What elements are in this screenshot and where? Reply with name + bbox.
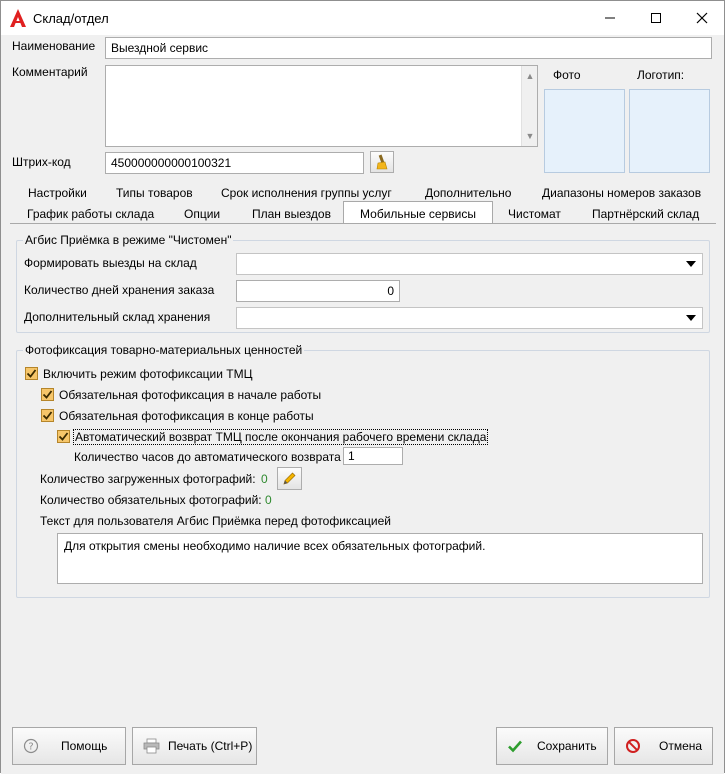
tab-service-deadline[interactable]: Срок исполнения группы услуг (221, 186, 392, 200)
enable-photo-mode-checkbox[interactable] (25, 367, 38, 380)
tab-partner-warehouse[interactable]: Партнёрский склад (592, 207, 700, 221)
comment-label: Комментарий (12, 65, 88, 79)
photo-group-title: Фотофиксация товарно-материальных ценностей (25, 343, 303, 357)
required-start-checkbox[interactable] (41, 388, 54, 401)
photo-label: Фото (553, 68, 581, 82)
print-button[interactable] (132, 727, 257, 765)
loaded-photos-count: 0 (261, 472, 268, 486)
logo-label: Логотип: (637, 68, 685, 82)
loaded-photos-label: Количество загруженных фотографий: (40, 472, 256, 486)
print-button-label: Печать (Ctrl+P) (168, 739, 253, 753)
tab-mobile-services[interactable]: Мобильные сервисы (343, 201, 493, 225)
pencil-icon (282, 471, 297, 486)
dropdown-arrow-icon (686, 315, 696, 321)
hours-label: Количество часов до автоматического возврата (74, 450, 341, 464)
auto-return-checkbox[interactable] (57, 430, 70, 443)
hours-input[interactable]: 1 (343, 447, 403, 465)
dropdown-arrow-icon (686, 261, 696, 267)
agbis-group-title: Агбис Приёмка в режиме "Чистомен" (25, 233, 232, 247)
tab-schedule[interactable]: График работы склада (27, 207, 155, 221)
tab-settings[interactable]: Настройки (28, 186, 87, 200)
extra-storage-label: Дополнительный склад хранения (24, 310, 211, 324)
maximize-icon (650, 12, 662, 24)
barcode-label: Штрих-код (12, 155, 71, 169)
minimize-icon (604, 12, 616, 24)
tab-chistomat[interactable]: Чистомат (508, 207, 561, 221)
checkmark-icon (58, 431, 69, 442)
tab-trip-plan[interactable]: План выездов (252, 207, 331, 221)
required-end-checkbox[interactable] (41, 409, 54, 422)
tab-order-number-ranges[interactable]: Диапазоны номеров заказов (542, 186, 702, 200)
close-button[interactable] (679, 1, 725, 35)
close-icon (696, 12, 708, 24)
help-button[interactable] (12, 727, 126, 765)
help-button-label: Помощь (61, 739, 108, 753)
cancel-button[interactable] (614, 727, 713, 765)
generate-barcode-button[interactable] (370, 151, 394, 173)
required-photos-label: Количество обязательных фотографий: (40, 493, 262, 507)
comment-scrollbar[interactable] (521, 66, 537, 146)
photo-box[interactable] (544, 89, 625, 173)
photo-fixation-group (16, 343, 710, 598)
barcode-input[interactable]: 450000000000100321 (105, 152, 364, 174)
checkmark-icon (507, 738, 523, 754)
name-input[interactable]: Выездной сервис (105, 37, 712, 59)
scroll-down-icon[interactable]: ▼ (525, 131, 535, 141)
tab-panel-mobile-services (10, 223, 716, 603)
printer-icon (143, 738, 160, 754)
dialog-content (1, 35, 724, 774)
edit-photos-button[interactable] (277, 467, 302, 490)
checkmark-icon (42, 389, 53, 400)
minimize-button[interactable] (587, 1, 633, 35)
scroll-up-icon[interactable]: ▲ (525, 71, 535, 81)
form-trips-select[interactable] (236, 253, 703, 275)
tab-options[interactable]: Опции (184, 207, 221, 221)
form-trips-label: Формировать выезды на склад (24, 256, 197, 270)
checkmark-icon (26, 368, 37, 379)
title-bar (1, 1, 724, 35)
maximize-button[interactable] (633, 1, 679, 35)
required-start-label: Обязательная фотофиксация в начале работы (59, 388, 322, 402)
save-button[interactable] (496, 727, 608, 765)
auto-return-label: Автоматический возврат ТМЦ после окончания рабочего времени склада (75, 430, 487, 444)
cancel-button-label: Отмена (659, 739, 703, 753)
cancel-icon (625, 738, 641, 754)
svg-text:?: ? (28, 741, 34, 753)
comment-textarea[interactable] (105, 65, 538, 147)
tab-goods-types[interactable]: Типы товаров (116, 186, 193, 200)
name-label: Наименование (12, 39, 96, 53)
extra-storage-select[interactable] (236, 307, 703, 329)
broom-icon (374, 154, 390, 170)
storage-days-label: Количество дней хранения заказа (24, 283, 215, 297)
help-icon (23, 738, 39, 754)
tab-additional[interactable]: Дополнительно (425, 186, 512, 200)
required-photos-count: 0 (265, 493, 272, 507)
agbis-chistomen-group (16, 233, 710, 333)
user-text-textarea[interactable]: Для открытия смены необходимо наличие всех обязательных фотографий. (57, 533, 703, 584)
save-button-label: Сохранить (537, 739, 597, 753)
app-logo-icon (9, 8, 27, 28)
checkmark-icon (42, 410, 53, 421)
window-title: Склад/отдел (33, 11, 109, 26)
required-end-label: Обязательная фотофиксация в конце работы (59, 409, 314, 423)
logo-box[interactable] (629, 89, 710, 173)
enable-photo-mode-label: Включить режим фотофиксации ТМЦ (43, 367, 253, 381)
storage-days-input[interactable]: 0 (236, 280, 400, 302)
user-text-label: Текст для пользователя Агбис Приёмка перед фотофиксацией (40, 514, 391, 528)
